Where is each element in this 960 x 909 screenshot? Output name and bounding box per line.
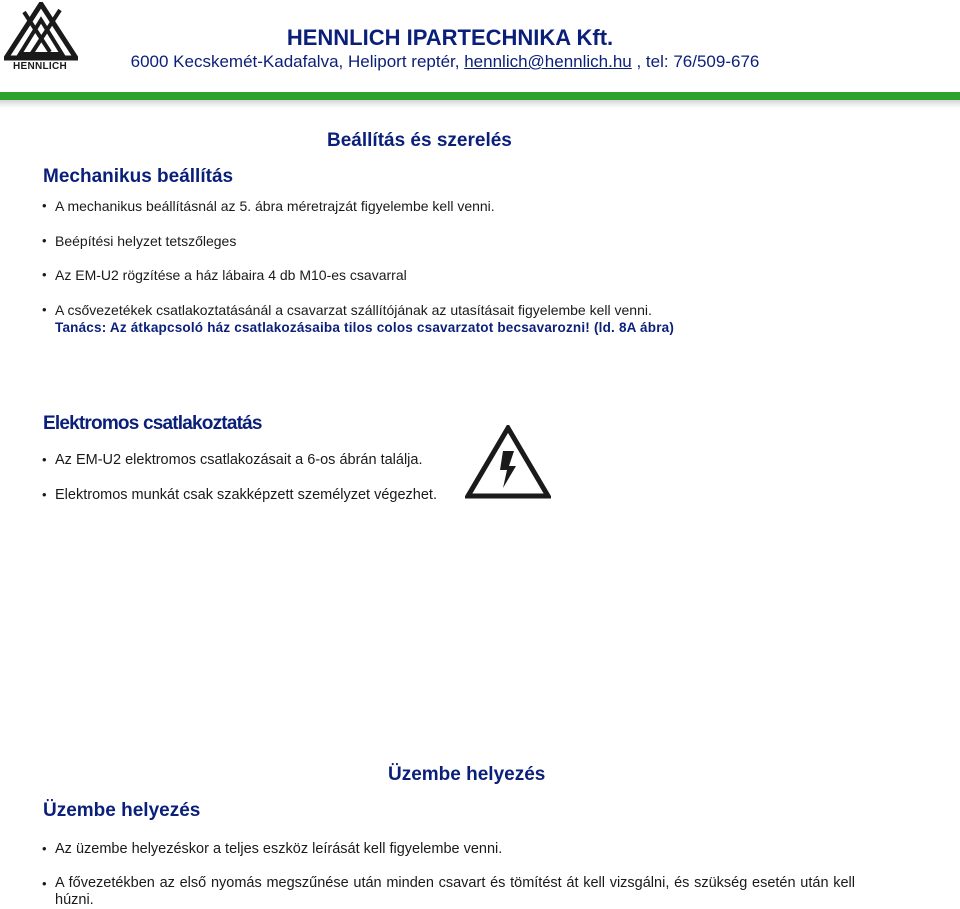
list-item: • Beépítési helyzet tetszőleges [42,233,236,249]
high-voltage-warning-icon [465,425,551,499]
list-item: • A fővezetékben az első nyomás megszűnése után minden csavart és tömítést át kell vizsgálni, és szükség esetén után kell húzni. [42,875,855,909]
commissioning-title: Üzembe helyezés [388,764,546,785]
list-item: • A csővezetékek csatlakoztatásánál a csavarzat szállítójának az utasításait figyelembe kell venni. [42,302,652,318]
logo-text: HENNLICH [12,61,68,72]
list-item: • Az üzembe helyezéskor a teljes eszköz leírását kell figyelembe venni. [42,841,502,857]
list-item: • Az EM-U2 elektromos csatlakozásait a 6-os ábrán találja. [42,452,423,468]
page-title: Beállítás és szerelés [327,130,512,151]
tip-text: Tanács: Az átkapcsoló ház csatlakozásaiba tilos colos csavarzatot becsavarozni! (ld. 8A ábra) [55,320,675,335]
list-item: • A mechanikus beállításnál az 5. ábra méretrajzát figyelembe kell venni. [42,198,495,214]
header-green-bar [0,92,960,100]
commissioning-heading: Üzembe helyezés [43,800,201,821]
email-link[interactable]: hennlich@hennlich.hu [464,52,632,71]
header-shadow [0,100,960,108]
company-address [0,52,890,72]
list-item: • Az EM-U2 rögzítése a ház lábaira 4 db M10-es csavarral [42,267,407,283]
list-item: • Elektromos munkát csak szakképzett személyzet végezhet. [42,487,437,503]
address-prefix: 6000 Kecskemét-Kadafalva, Heliport reptér, [130,52,465,71]
electrical-heading: Elektromos csatlakoztatás [43,413,262,434]
mechanical-heading: Mechanikus beállítás [43,166,234,187]
address-suffix: , tel: 76/509-676 [631,52,760,71]
company-name: HENNLICH IPARTECHNIKA Kft. [286,25,614,50]
